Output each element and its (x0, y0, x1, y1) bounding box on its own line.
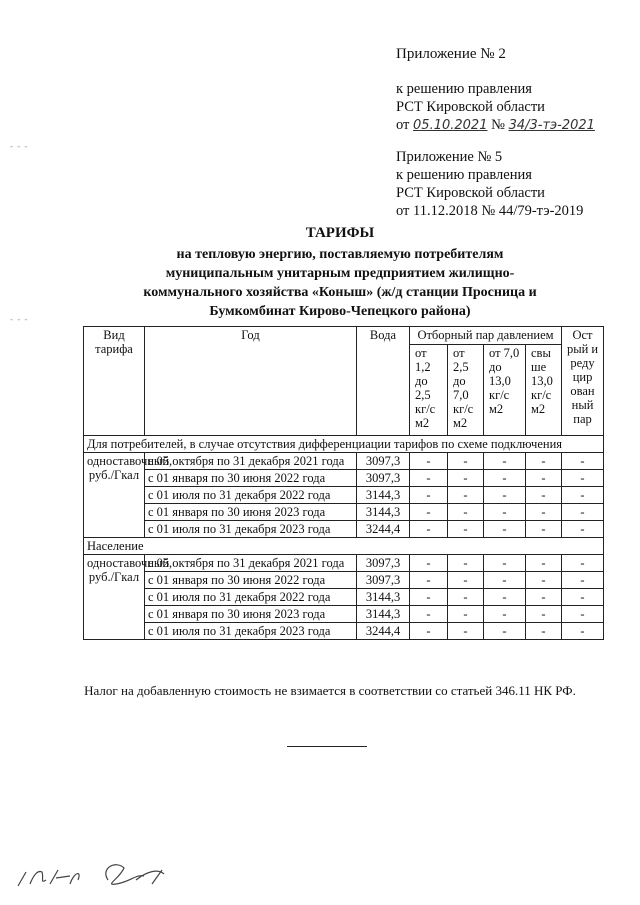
header-p4: свы ше 13,0 кг/с м2 (526, 344, 562, 435)
heading-line-1: на тепловую энергию, поставляемую потребителям (176, 247, 504, 262)
signature-drawing (12, 850, 182, 900)
dash-cell: - (484, 487, 526, 504)
dash-cell: - (484, 504, 526, 521)
appendix2-number: 34/3-тэ-2021 (508, 118, 595, 133)
dash-cell: - (448, 470, 484, 487)
header-year: Год (145, 327, 357, 436)
dash-cell: - (410, 606, 448, 623)
header-steam: Отборный пар давлением (410, 327, 562, 345)
dash-cell: - (410, 521, 448, 538)
dash-cell: - (448, 453, 484, 470)
dash-cell: - (410, 589, 448, 606)
page-title: ТАРИФЫ (305, 225, 375, 241)
value-cell: 3144,3 (357, 589, 410, 606)
dash-cell: - (526, 487, 562, 504)
heading-line-4: Бумкомбинат Кирово-Чепецкого района) (209, 304, 471, 319)
dash-cell: - (448, 521, 484, 538)
header-p1: от 1,2 до 2,5 кг/с м2 (410, 344, 448, 435)
period-cell: с 01 января по 30 июня 2022 года (145, 470, 357, 487)
dash-cell: - (448, 555, 484, 572)
dash-cell: - (562, 589, 604, 606)
dash-cell: - (410, 572, 448, 589)
dash-cell: - (410, 504, 448, 521)
appendix5-to-decision: к решению правления (396, 167, 532, 183)
value-cell: 3244,4 (357, 623, 410, 640)
dash-cell: - (448, 589, 484, 606)
header-type: Вид тарифа (84, 327, 145, 436)
dash-cell: - (484, 606, 526, 623)
dash-cell: - (484, 521, 526, 538)
header-p3: от 7,0 до 13,0 кг/с м2 (484, 344, 526, 435)
dash-cell: - (526, 453, 562, 470)
header-sharp-steam: Ост рый и реду цир ован ный пар (562, 327, 604, 436)
dash-cell: - (484, 572, 526, 589)
dash-cell: - (410, 453, 448, 470)
dash-cell: - (448, 606, 484, 623)
dash-cell: - (562, 521, 604, 538)
header-p2: от 2,5 до 7,0 кг/с м2 (448, 344, 484, 435)
dash-cell: - (526, 623, 562, 640)
vat-footnote: Налог на добавленную стоимость не взимается в соответствии со статьей 346.11 НК РФ. (84, 683, 576, 698)
dash-cell: - (562, 555, 604, 572)
period-cell: с 01 января по 30 июня 2022 года (145, 572, 357, 589)
appendix2-from: от (396, 117, 410, 133)
dash-cell: - (484, 555, 526, 572)
dash-cell: - (526, 470, 562, 487)
dash-cell: - (448, 623, 484, 640)
appendix5-title: Приложение № 5 (396, 149, 503, 165)
value-cell: 3097,3 (357, 470, 410, 487)
appendix5-ref: от 11.12.2018 № 44/79-тэ-2019 (396, 203, 584, 219)
period-cell: с 05 октября по 31 декабря 2021 года (145, 555, 357, 572)
category-cell: одноставочный, руб./Гкал (84, 555, 145, 640)
dash-cell: - (526, 572, 562, 589)
dash-cell: - (410, 470, 448, 487)
dash-cell: - (526, 589, 562, 606)
dash-cell: - (410, 555, 448, 572)
appendix2-org: РСТ Кировской области (396, 99, 545, 115)
tariff-table (83, 326, 604, 640)
value-cell: 3144,3 (357, 504, 410, 521)
period-cell: с 01 января по 30 июня 2023 года (145, 504, 357, 521)
appendix2-num-sign: № (491, 117, 505, 133)
category-cell: одноставочный, руб./Гкал (84, 453, 145, 538)
dash-cell: - (484, 470, 526, 487)
dash-cell: - (448, 504, 484, 521)
header-water: Вода (357, 327, 410, 436)
margin-mark-bottom: - - - (10, 314, 29, 324)
dash-cell: - (410, 487, 448, 504)
dash-cell: - (484, 453, 526, 470)
dash-cell: - (484, 623, 526, 640)
heading-line-2: муниципальным унитарным предприятием жилищно- (165, 266, 515, 281)
value-cell: 3244,4 (357, 521, 410, 538)
value-cell: 3144,3 (357, 606, 410, 623)
value-cell: 3097,3 (357, 555, 410, 572)
appendix2-title: Приложение № 2 (396, 46, 506, 62)
dash-cell: - (562, 453, 604, 470)
period-cell: с 01 июля по 31 декабря 2023 года (145, 623, 357, 640)
value-cell: 3097,3 (357, 572, 410, 589)
section-population: Население (84, 538, 604, 555)
period-cell: с 01 июля по 31 декабря 2022 года (145, 487, 357, 504)
appendix2-to-decision: к решению правления (396, 81, 532, 97)
dash-cell: - (526, 606, 562, 623)
dash-cell: - (562, 470, 604, 487)
period-cell: с 01 января по 30 июня 2023 года (145, 606, 357, 623)
dash-cell: - (562, 487, 604, 504)
heading-line-3: коммунального хозяйства «Коныш» (ж/д станции Просница и (143, 285, 537, 300)
dash-cell: - (562, 606, 604, 623)
dash-cell: - (484, 589, 526, 606)
value-cell: 3097,3 (357, 453, 410, 470)
period-cell: с 01 июля по 31 декабря 2023 года (145, 521, 357, 538)
period-cell: с 05 октября по 31 декабря 2021 года (145, 453, 357, 470)
dash-cell: - (448, 572, 484, 589)
dash-cell: - (562, 572, 604, 589)
value-cell: 3144,3 (357, 487, 410, 504)
dash-cell: - (526, 504, 562, 521)
dash-cell: - (562, 623, 604, 640)
dash-cell: - (526, 555, 562, 572)
dash-cell: - (562, 504, 604, 521)
margin-mark-top: - - - (10, 141, 29, 151)
dash-cell: - (448, 487, 484, 504)
appendix2-ref (396, 116, 595, 135)
period-cell: с 01 июля по 31 декабря 2022 года (145, 589, 357, 606)
appendix5-org: РСТ Кировской области (396, 185, 545, 201)
dash-cell: - (410, 623, 448, 640)
appendix2-date: 05.10.2021 (413, 118, 488, 133)
dash-cell: - (526, 521, 562, 538)
separator-line (287, 746, 367, 747)
section-consumers: Для потребителей, в случае отсутствия дифференциации тарифов по схеме подключения (84, 436, 604, 453)
